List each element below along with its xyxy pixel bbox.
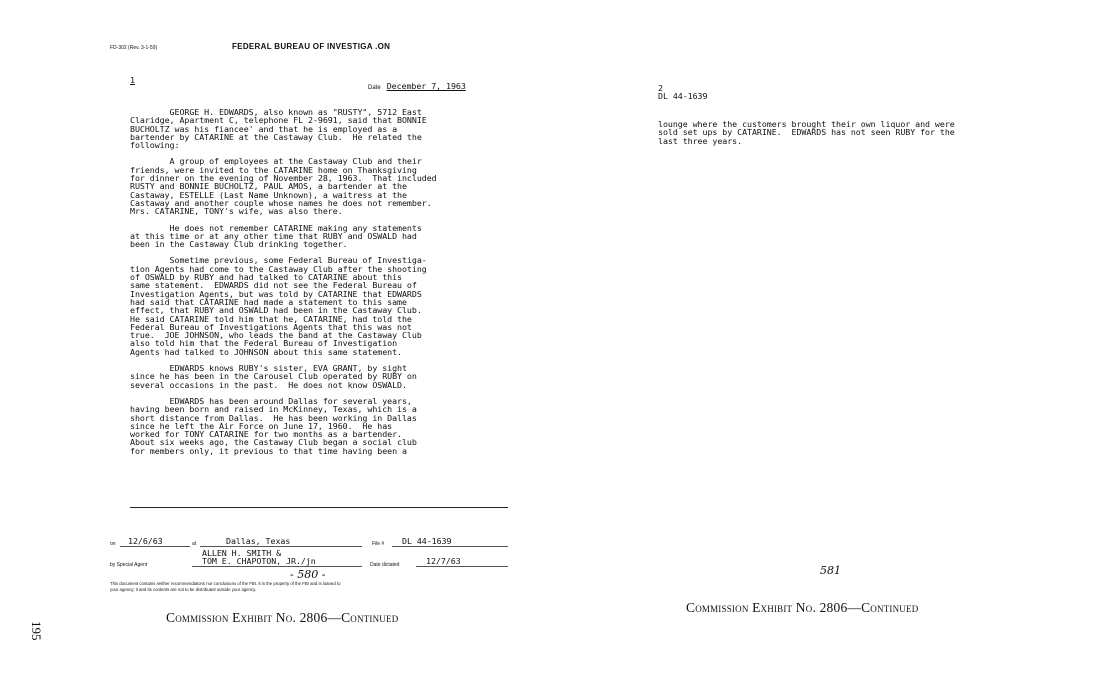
handwritten-page-number: - 580 -	[290, 568, 326, 581]
date-value: December 7, 1963	[386, 81, 466, 91]
right-exhibit-caption: Commission Exhibit No. 2806—Continued	[686, 600, 919, 615]
document-body	[130, 108, 437, 455]
on-label: on	[110, 541, 116, 547]
file-value: DL 44-1639	[402, 536, 452, 546]
at-underline	[200, 546, 362, 547]
paragraph: EDWARDS knows RUBY's sister, EVA GRANT, by sight since he has been in the Carousel Club operated by RUBY on several occasions in the past. He does not know OSWALD.	[130, 363, 417, 390]
agent-underline	[192, 566, 362, 567]
at-label: at	[192, 541, 197, 547]
date-line	[368, 76, 466, 94]
file-underline	[392, 546, 508, 547]
on-value: 12/6/63	[128, 536, 163, 546]
dictated-label: Date dictated	[370, 562, 400, 568]
form-number: FD-302 (Rev. 3-1-59)	[110, 45, 158, 51]
right-page-number: 2	[658, 83, 663, 93]
dictated-underline	[416, 566, 508, 567]
paragraph: GEORGE H. EDWARDS, also known as "RUSTY", 5712 East Claridge, Apartment C, telephone FL 2-9691, said that BONNIE BUCHOLTZ was his fiancee' and that he is employed as a bartender by CATARINE at the Castaway Club. He related the following:	[130, 107, 427, 151]
page-number: 1	[130, 75, 135, 85]
side-page-number: 195	[29, 621, 44, 641]
paragraph: Sometime previous, some Federal Bureau of Investiga- tion Agents had come to the Castaway Club after the shooting of OSWALD by RUBY and had talked to CATARINE about this same statement. EDWARDS did not see the Federal Bureau of Investigation Agents, but was told by CATARINE that EDWARDS had said that CATARINE had made a statement to this same effect, that RUBY and OSWALD had been in the Castaway Club. He said CATARINE told him that he, CATARINE, had told the Federal Bureau of Investigations Agents that this was not true. JOE JOHNSON, who leads the band at the Castaway Club also told him that the Federal Bureau of Investigation Agents had talked to JOHNSON about this same statement.	[130, 255, 427, 357]
divider	[130, 507, 508, 508]
paragraph: A group of employees at the Castaway Club and their friends, were invited to the CATARINE home on Thanksgiving for dinner on the evening of November 28, 1963. That included RUSTY and BONNIE BUCHOLTZ, PAUL AMOS, a bartender at the Castaway, ESTELLE (Last Name Unknown), a waitress at the Castaway and another couple whose names he does not remember. Mrs. CATARINE, TONY's wife, was also there.	[130, 156, 437, 217]
exhibit-caption: Commission Exhibit No. 2806—Continued	[166, 610, 399, 625]
paragraph: He does not remember CATARINE making any statements at this time or at any other time that RUBY and OSWALD had been in the Castaway Club drinking together.	[130, 222, 422, 250]
right-handwritten-page-number: 581	[820, 564, 841, 577]
dictated-value: 12/7/63	[426, 556, 461, 566]
side-page-number-wrap	[29, 621, 64, 641]
disclaimer-line-1: This document contains neither recommendations nor conclusions of the FBI. It is the property of the FBI and is loaned to	[110, 581, 341, 586]
right-file-ref: DL 44-1639	[658, 91, 708, 101]
agent-label: by Special Agent	[110, 562, 148, 568]
at-value: Dallas, Texas	[226, 536, 291, 546]
agent-line-1: ALLEN H. SMITH &	[202, 548, 282, 558]
on-underline	[120, 546, 190, 547]
date-label: Date	[368, 85, 381, 91]
disclaimer-line-2: your agency; it and its contents are not to be distributed outside your agency.	[110, 587, 257, 592]
right-body: lounge where the customers brought their own liquor and were sold set ups by CATARINE. EDWARDS has not seen RUBY for the last three years.	[658, 119, 955, 146]
agent-line-2: TOM E. CHAPOTON, JR./jn	[202, 556, 316, 566]
paragraph: EDWARDS has been around Dallas for several years, having been born and raised in McKinney, Texas, which is a short distance from Dallas. He has been working in Dallas since he left the Air Force on June 17, 1960. He has worked for TONY CATARINE for two months as a bartender. About six weeks ago, the Castaway Club began a social club for members only, it previous to that time having been a	[130, 395, 417, 456]
file-label: File #	[372, 541, 385, 547]
agency-header: FEDERAL BUREAU OF INVESTIGA .ON	[232, 42, 391, 51]
